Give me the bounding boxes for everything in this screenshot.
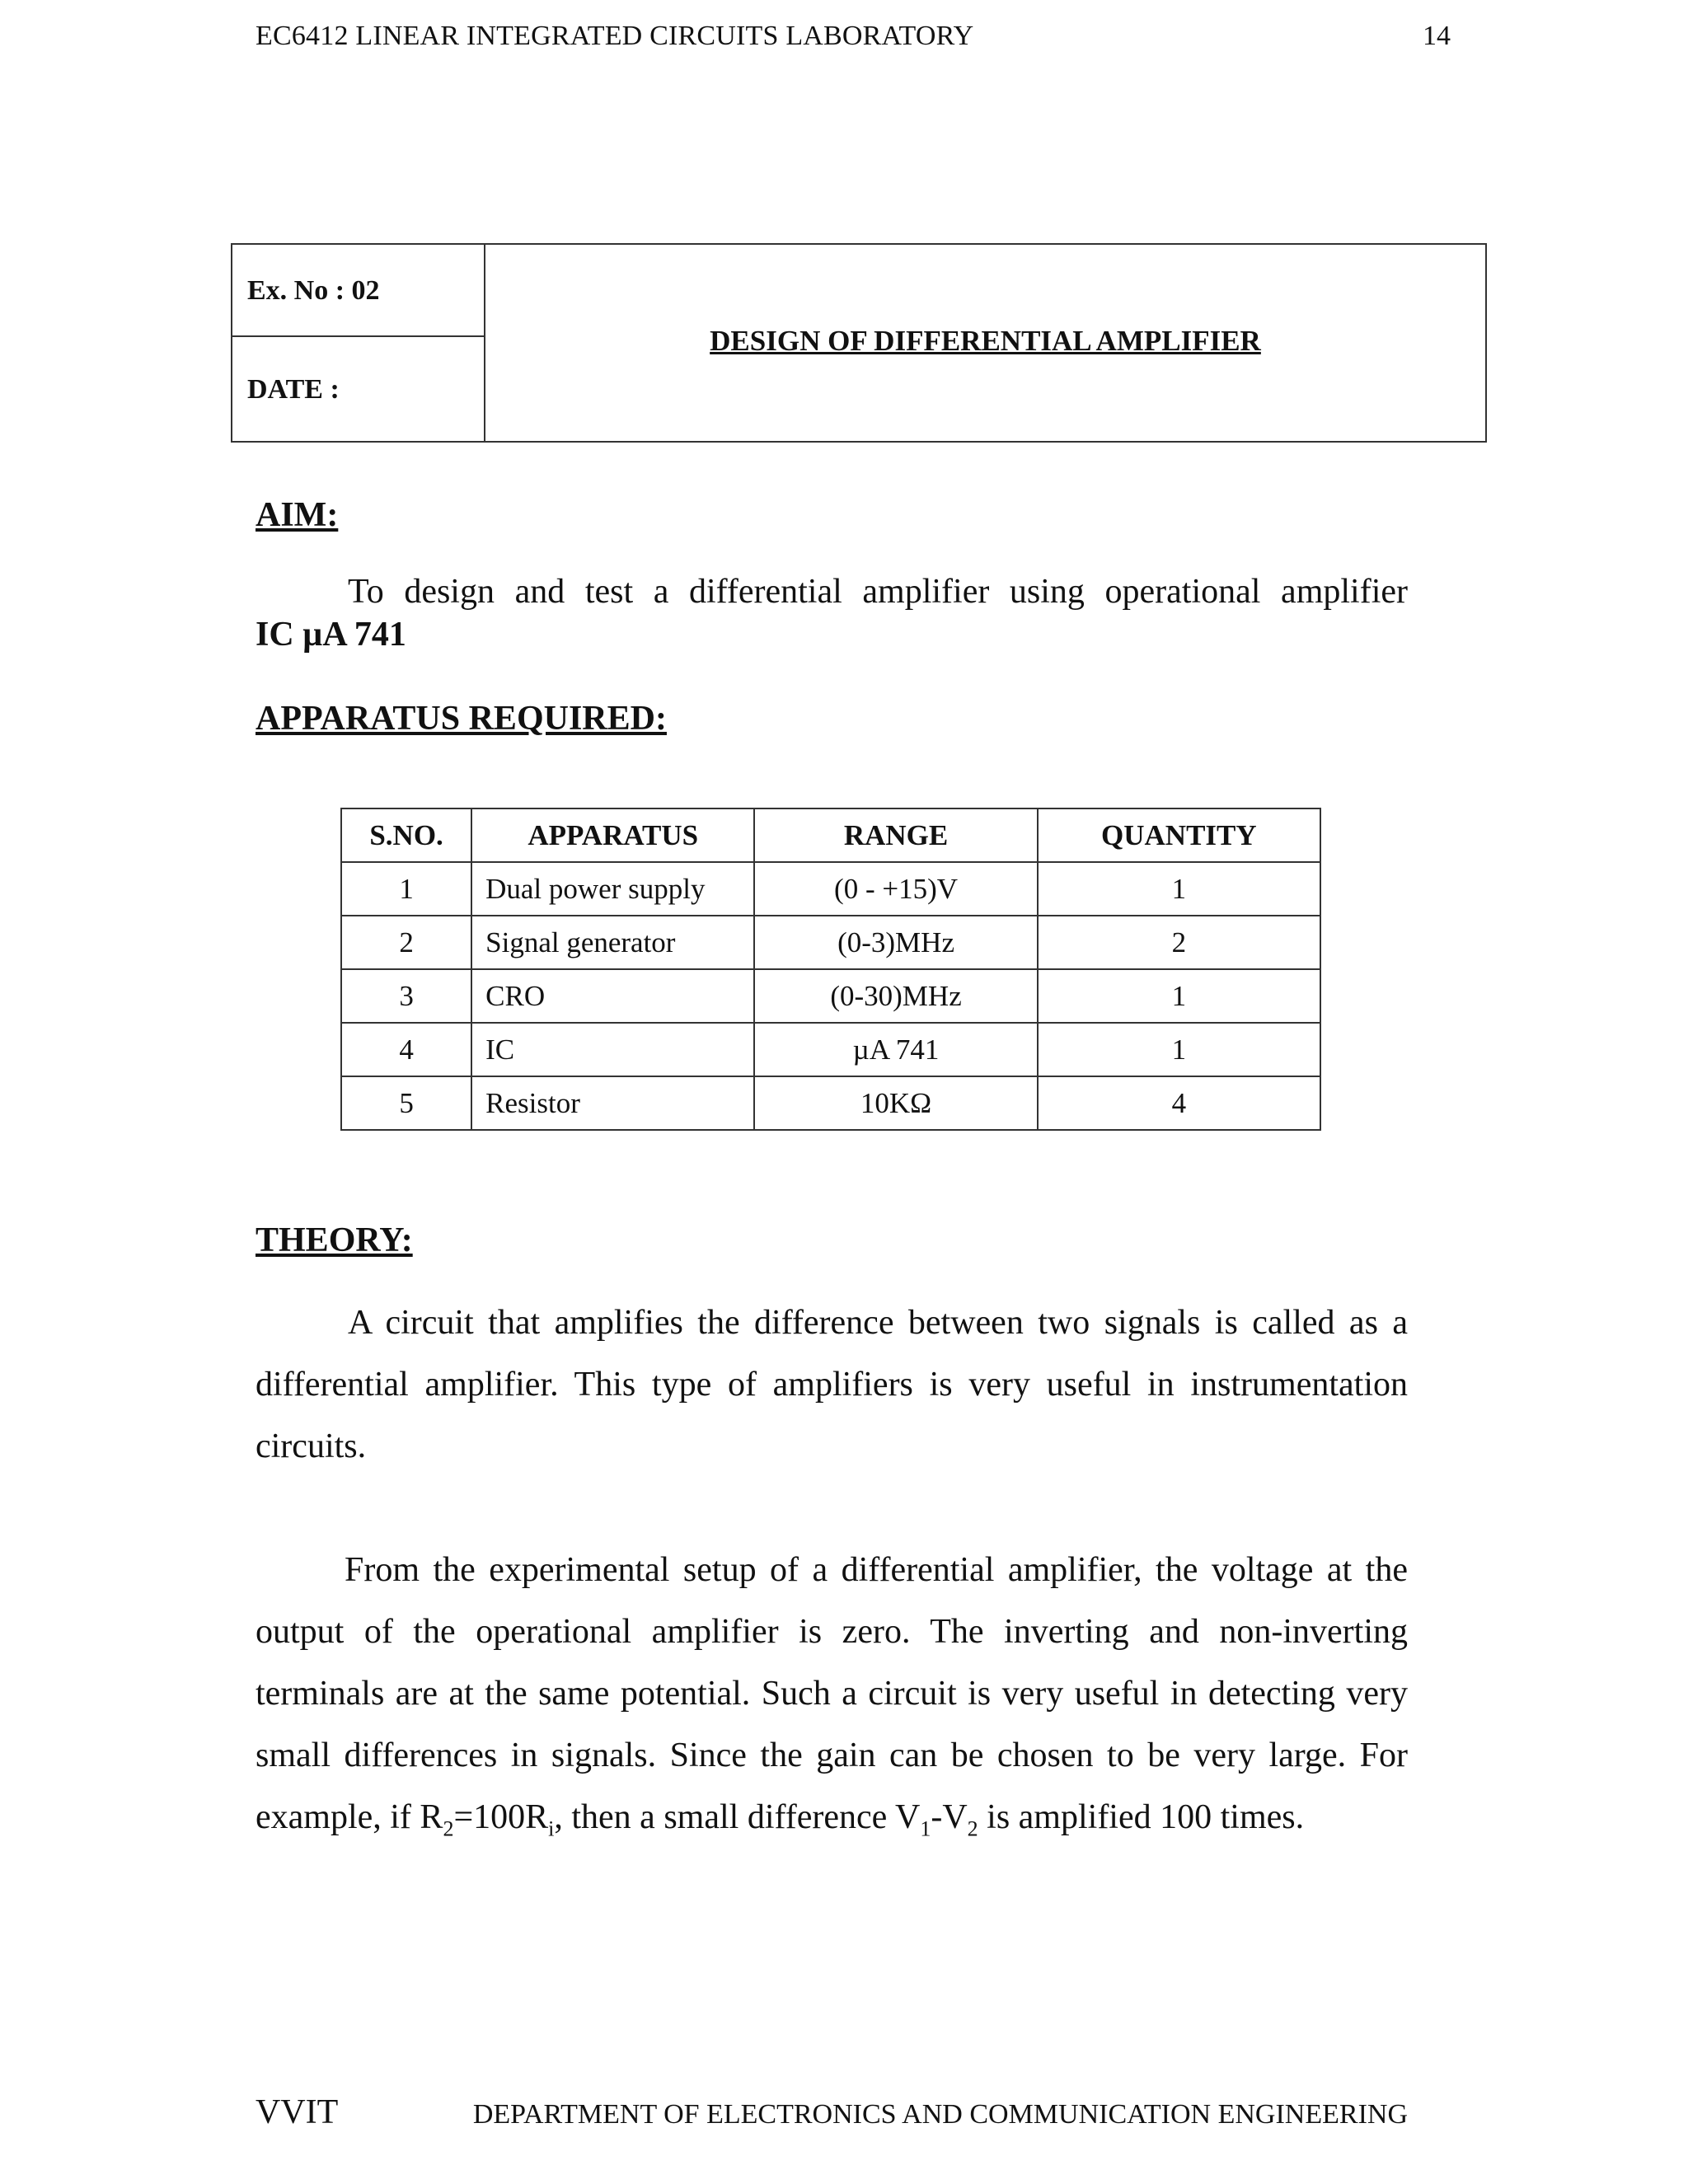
theory-paragraph-1-text: A circuit that amplifies the difference between two signals is called as a differential amplifier. This type of amplifiers is very useful in instrumentation circuits. — [256, 1304, 1408, 1465]
cell-quantity: 4 — [1038, 1076, 1320, 1130]
apparatus-table — [340, 808, 1321, 1131]
aim-line-1: To design and test a differential amplifier using operational amplifier — [348, 573, 1408, 611]
example-tail: is amplified 100 times. — [978, 1798, 1305, 1836]
document-title: EC6412 LINEAR INTEGRATED CIRCUITS LABORATORY — [256, 21, 974, 51]
footer-department: DEPARTMENT OF ELECTRONICS AND COMMUNICATION ENGINEERING — [472, 2099, 1408, 2130]
cell-sno: 3 — [341, 969, 471, 1023]
cell-quantity: 1 — [1038, 1023, 1320, 1076]
cell-range: 10KΩ — [754, 1076, 1037, 1130]
experiment-header-box — [231, 243, 1487, 443]
aim-text — [256, 570, 1408, 656]
theory-paragraph-1 — [256, 1292, 1408, 1478]
v2-subscript: 2 — [967, 1816, 978, 1841]
column-header-apparatus: APPARATUS — [471, 808, 754, 862]
cell-sno: 1 — [341, 862, 471, 916]
table-row — [341, 916, 1320, 969]
aim-heading: AIM: — [256, 496, 339, 534]
table-row — [341, 1076, 1320, 1130]
footer-institution: VVIT — [256, 2093, 339, 2131]
cell-apparatus: CRO — [471, 969, 754, 1023]
cell-apparatus: Signal generator — [471, 916, 754, 969]
experiment-number: Ex. No : 02 — [232, 245, 484, 337]
theory-paragraph-2-text: From the experimental setup of a differential amplifier, the voltage at the output of the operational amplifier is zero. The inverting and non-inverting terminals are at the same potential. Such a circuit is very useful in detecting very small differences in signals. Since the gain can be chosen to be very large. — [256, 1551, 1408, 1774]
example-after-ri: , then a small difference V — [554, 1798, 921, 1836]
v1-subscript: 1 — [920, 1816, 931, 1841]
example-mid: =100R — [453, 1798, 549, 1836]
cell-range: (0-3)MHz — [754, 916, 1037, 969]
aim-line-2: IC µA 741 — [256, 616, 406, 654]
page-header — [256, 16, 1451, 58]
table-row — [341, 1023, 1320, 1076]
cell-range: (0-30)MHz — [754, 969, 1037, 1023]
experiment-title: DESIGN OF DIFFERENTIAL AMPLIFIER — [710, 325, 1261, 357]
column-header-quantity: QUANTITY — [1038, 808, 1320, 862]
theory-paragraph-2 — [256, 1540, 1408, 1849]
cell-sno: 4 — [341, 1023, 471, 1076]
cell-apparatus: Resistor — [471, 1076, 754, 1130]
cell-sno: 5 — [341, 1076, 471, 1130]
cell-quantity: 2 — [1038, 916, 1320, 969]
theory-heading: THEORY: — [256, 1221, 413, 1259]
experiment-meta-column — [232, 245, 485, 441]
table-row — [341, 969, 1320, 1023]
page-footer — [256, 2089, 1408, 2139]
table-row — [341, 862, 1320, 916]
experiment-date-label: DATE : — [247, 374, 340, 405]
cell-quantity: 1 — [1038, 862, 1320, 916]
ri-subscript: i — [548, 1816, 555, 1841]
cell-apparatus: IC — [471, 1023, 754, 1076]
r2-subscript: 2 — [443, 1816, 454, 1841]
page-number: 14 — [1423, 21, 1451, 51]
cell-range: µA 741 — [754, 1023, 1037, 1076]
cell-quantity: 1 — [1038, 969, 1320, 1023]
cell-apparatus: Dual power supply — [471, 862, 754, 916]
example-lead: For example, if R — [256, 1736, 1409, 1836]
column-header-sno: S.NO. — [341, 808, 471, 862]
apparatus-heading: APPARATUS REQUIRED: — [256, 700, 667, 738]
cell-sno: 2 — [341, 916, 471, 969]
example-dash: -V — [931, 1798, 968, 1836]
column-header-range: RANGE — [754, 808, 1037, 862]
cell-range: (0 - +15)V — [754, 862, 1037, 916]
table-header-row — [341, 808, 1320, 862]
apparatus-table-body — [341, 862, 1320, 1130]
apparatus-table-header — [341, 808, 1320, 862]
